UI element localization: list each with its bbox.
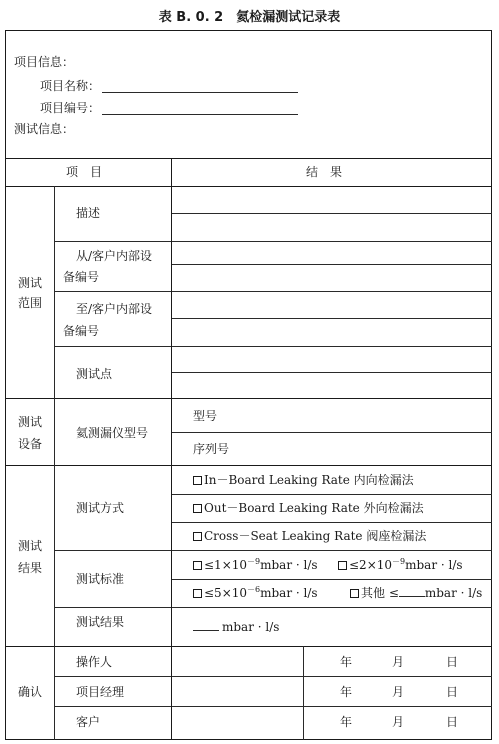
checkbox-std-1[interactable] — [193, 561, 202, 570]
test-point-label: 测试点 — [76, 367, 113, 381]
checkbox-crossseat[interactable] — [193, 532, 202, 541]
test-result-value: mbar · l/s — [193, 619, 279, 635]
rule-equip-mid — [171, 432, 492, 433]
project-number-field[interactable] — [102, 114, 298, 115]
rule-standard-mid — [171, 579, 492, 580]
test-result-label: 测试结果 — [76, 615, 125, 629]
checkbox-std-2[interactable] — [338, 561, 347, 570]
test-standard-label: 测试标准 — [76, 572, 125, 586]
rule-header-bottom — [5, 186, 492, 187]
rule-col-date — [303, 646, 304, 740]
checkbox-outboard[interactable] — [193, 504, 202, 513]
test-info-label: 测试信息： — [14, 122, 75, 136]
project-manager-year: 年 — [340, 685, 353, 699]
rule-equip-bottom — [5, 465, 492, 466]
rule-method-bottom — [54, 550, 492, 551]
project-name-label: 项目名称： — [40, 79, 101, 93]
operator-day: 日 — [446, 655, 459, 669]
leak-detector-model-label: 氦测漏仪型号 — [76, 426, 149, 440]
rule-confirm-1 — [54, 676, 492, 677]
rule-desc-mid — [171, 213, 492, 214]
rule-confirm-2 — [54, 706, 492, 707]
to-device-label-2: 备编号 — [63, 324, 100, 338]
customer-month: 月 — [392, 715, 405, 729]
results-group-label-2: 结果 — [18, 561, 43, 575]
rule-from-bottom — [54, 291, 492, 292]
customer-label: 客户 — [76, 715, 101, 729]
customer-day: 日 — [446, 715, 459, 729]
operator-year: 年 — [340, 655, 353, 669]
other-value-field[interactable] — [399, 596, 425, 597]
equipment-group-label-2: 设备 — [18, 437, 43, 451]
project-manager-month: 月 — [392, 685, 405, 699]
scope-group-label: 测试 — [18, 276, 43, 290]
description-label: 描述 — [76, 206, 101, 220]
serial-label: 序列号 — [193, 442, 230, 456]
operator-label: 操作人 — [76, 655, 113, 669]
scope-group-label-2: 范围 — [18, 296, 43, 310]
method-option-outboard[interactable]: Out－Board Leaking Rate 外向检漏法 — [193, 500, 424, 516]
page-title: 表 B. 0. 2 氦检漏测试记录表 — [158, 10, 341, 25]
rule-point-mid — [171, 372, 492, 373]
standard-option-1[interactable]: $\le 1\times 10^{-9}mbar \cdot l/s$ — [193, 557, 318, 573]
rule-info-bottom — [5, 158, 492, 159]
standard-option-3[interactable]: $\le 5\times 10^{-6}mbar \cdot l/s$ — [193, 585, 318, 601]
standard-option-2[interactable]: $\le 2\times 10^{-9}mbar \cdot l/s$ — [338, 557, 463, 573]
rule-col-group — [54, 186, 55, 740]
checkbox-std-3[interactable] — [193, 589, 202, 598]
rule-results-bottom — [5, 646, 492, 647]
checkbox-inboard[interactable] — [193, 476, 202, 485]
from-device-label: 从/客户内部设 — [76, 249, 153, 263]
equipment-group-label: 测试 — [18, 415, 43, 429]
project-manager-label: 项目经理 — [76, 685, 125, 699]
rule-standard-bottom — [54, 607, 492, 608]
test-method-label: 测试方式 — [76, 501, 125, 515]
operator-month: 月 — [392, 655, 405, 669]
confirm-group-label: 确认 — [18, 685, 43, 699]
rule-from-mid — [171, 264, 492, 265]
project-manager-day: 日 — [446, 685, 459, 699]
project-number-label: 项目编号： — [40, 101, 101, 115]
rule-desc-bottom — [54, 241, 492, 242]
rule-method-2 — [171, 522, 492, 523]
method-option-inboard[interactable]: In－Board Leaking Rate 内向检漏法 — [193, 472, 414, 488]
header-item: 项 目 — [66, 165, 103, 179]
rule-to-bottom — [54, 346, 492, 347]
rule-method-1 — [171, 494, 492, 495]
results-group-label: 测试 — [18, 539, 43, 553]
standard-option-other[interactable]: 其他 ≤ mbar · l/s — [350, 585, 482, 601]
method-option-crossseat[interactable]: Cross－Seat Leaking Rate 阀座检漏法 — [193, 528, 426, 544]
project-info-label: 项目信息： — [14, 55, 75, 69]
customer-year: 年 — [340, 715, 353, 729]
to-device-label: 至/客户内部设 — [76, 302, 153, 316]
header-result: 结 果 — [306, 165, 343, 179]
from-device-label-2: 备编号 — [63, 270, 100, 284]
rule-scope-bottom — [5, 398, 492, 399]
model-label: 型号 — [193, 409, 218, 423]
rule-to-mid — [171, 318, 492, 319]
project-name-field[interactable] — [102, 92, 298, 93]
result-value-field[interactable] — [193, 630, 219, 631]
checkbox-std-other[interactable] — [350, 589, 359, 598]
rule-col-result — [171, 158, 172, 740]
